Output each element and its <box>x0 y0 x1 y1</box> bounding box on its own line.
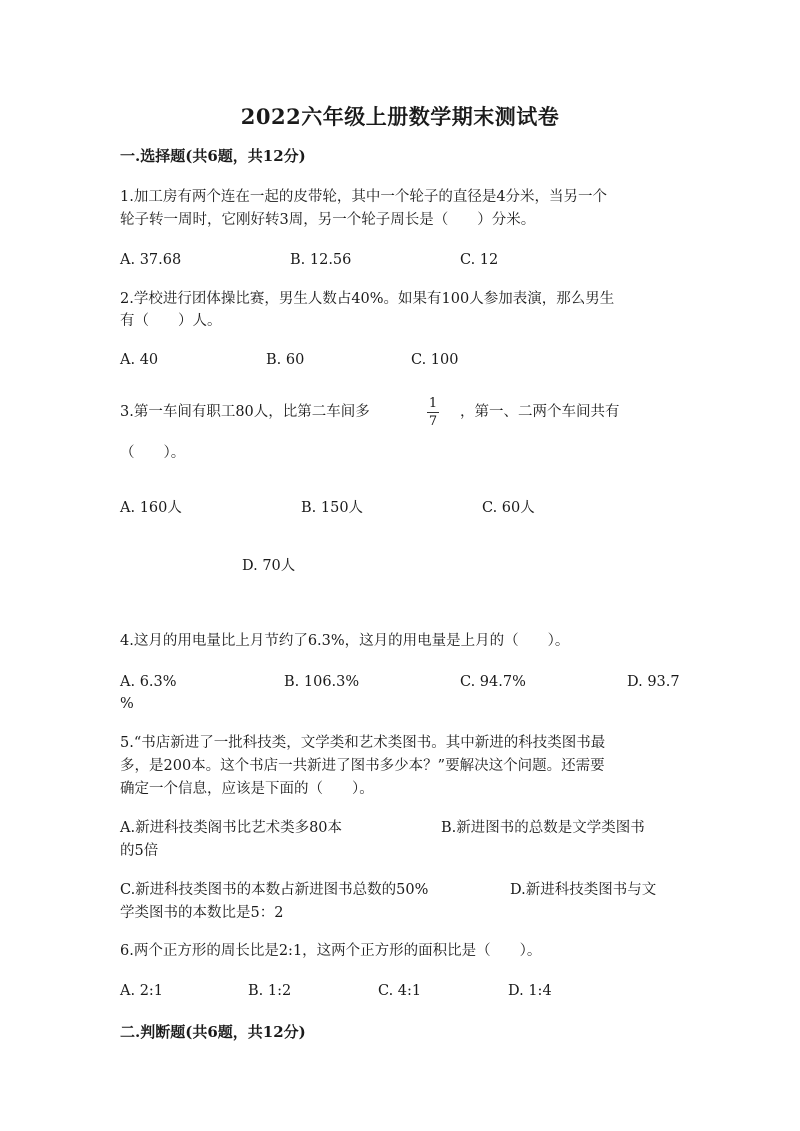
question-3-text-cont: （ ）。 <box>120 445 186 461</box>
question-3-option-a: A. 160人 <box>120 500 182 516</box>
question-5-option-c: C.新进科技类图书的本数占新进图书总数的50% <box>120 882 429 898</box>
question-1-text: 1.加工房有两个连在一起的皮带轮，其中一个轮子的直径是4分米，当另一个 <box>120 189 608 205</box>
fraction-bar <box>427 412 439 413</box>
question-5-text: 5.“书店新进了一批科技类，文学类和艺术类图书。其中新进的科技类图书最 <box>120 735 606 751</box>
question-6-option-c: C. 4:1 <box>378 983 422 999</box>
question-6-option-a: A. 2:1 <box>120 983 164 999</box>
question-3-option-b: B. 150人 <box>301 500 364 516</box>
question-6-option-b: B. 1:2 <box>248 983 292 999</box>
question-2-option-a: A. 40 <box>120 352 159 368</box>
fraction-numerator: 1 <box>428 396 438 411</box>
section-heading-true-false: 二.判断题(共6题，共12分) <box>120 1023 306 1041</box>
question-1-option-b: B. 12.56 <box>290 252 352 268</box>
question-4-option-a: A. 6.3% <box>120 674 177 690</box>
question-1-option-c: C. 12 <box>460 252 499 268</box>
section-heading-choice: 一.选择题(共6题，共12分) <box>120 147 306 165</box>
question-5-text-cont-1: 多，是200本。这个书店一共新进了图书多少本？”要解决这个问题。还需要 <box>120 758 605 774</box>
question-6-text: 6.两个正方形的周长比是2:1，这两个正方形的面积比是（ ）。 <box>120 943 542 959</box>
question-4-option-d-cont: % <box>120 696 134 712</box>
question-1-text-cont: 轮子转一周时，它刚好转3周，另一个轮子周长是（ ）分米。 <box>120 212 536 228</box>
page-title: 2022六年级上册数学期末测试卷 <box>240 104 560 129</box>
question-5-option-a: A.新进科技类阁书比艺术类多80本 <box>120 820 343 836</box>
question-4-text: 4.这月的用电量比上月节约了6.3%，这月的用电量是上月的（ ）。 <box>120 633 570 649</box>
question-1-option-a: A. 37.68 <box>120 252 182 268</box>
question-3-fraction <box>426 396 440 429</box>
question-5-option-b-cont: 的5倍 <box>120 843 159 859</box>
question-4-option-b: B. 106.3% <box>284 674 360 690</box>
question-5-text-cont-2: 确定一个信息，应该是下面的（ ）。 <box>120 781 374 797</box>
question-5-option-d-cont: 学类图书的本数比是5：2 <box>120 905 284 921</box>
question-3-text: 3.第一车间有职工80人，比第二车间多 <box>120 404 370 420</box>
question-3-option-c: C. 60人 <box>482 500 535 516</box>
question-5-option-b: B.新进图书的总数是文学类图书 <box>441 820 645 836</box>
question-2-option-c: C. 100 <box>411 352 459 368</box>
question-4-option-c: C. 94.7% <box>460 674 526 690</box>
question-2-text: 2.学校进行团体操比赛，男生人数占40%。如果有100人参加表演，那么男生 <box>120 291 615 307</box>
question-5-option-d: D.新进科技类图书与文 <box>510 882 657 898</box>
question-2-text-cont: 有（ ）人。 <box>120 313 222 329</box>
fraction-denominator: 7 <box>428 414 438 429</box>
question-3-option-d: D. 70人 <box>242 558 296 574</box>
question-6-option-d: D. 1:4 <box>508 983 552 999</box>
question-4-option-d: D. 93.7 <box>627 674 680 690</box>
question-2-option-b: B. 60 <box>266 352 305 368</box>
question-3-text-after-fraction: ，第一、二两个车间共有 <box>460 404 620 420</box>
